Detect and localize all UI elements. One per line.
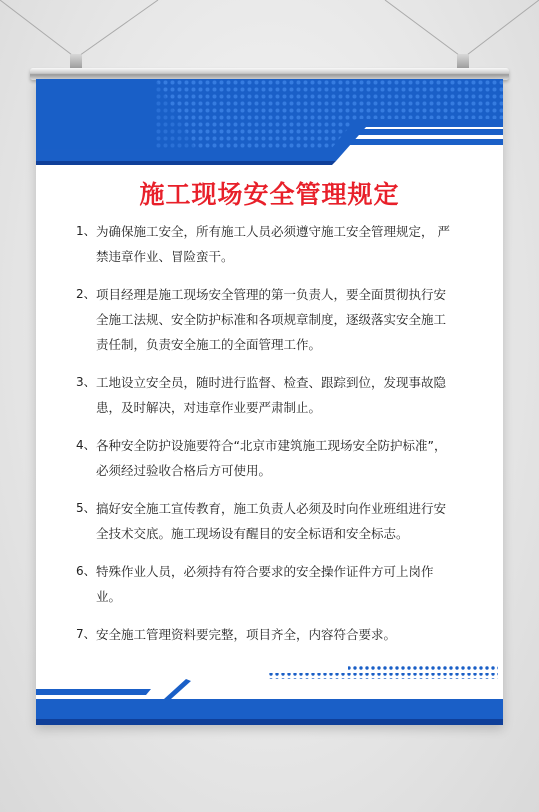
- rule-number: 4、: [76, 438, 96, 452]
- page-title: 施工现场安全管理规定: [139, 180, 400, 209]
- poster-hanger: [0, 0, 539, 80]
- rule-number: 6、: [76, 564, 96, 578]
- list-item: [76, 219, 458, 269]
- rule-number: 3、: [76, 375, 96, 389]
- list-item: [76, 433, 458, 483]
- rule-text: 工地设立安全员，随时进行监督、检查、跟踪到位，发现事故隐患，及时解决，对违章作业要严肃制止。: [96, 375, 447, 415]
- rule-text: 特殊作业人员，必须持有符合要求的安全操作证件方可上岗作业。: [96, 564, 434, 604]
- list-item: [76, 282, 458, 357]
- rules-list: [76, 219, 458, 660]
- list-item: [76, 622, 458, 647]
- rule-number: 7、: [76, 627, 96, 641]
- rule-text: 项目经理是施工现场安全管理的第一负责人，要全面贯彻执行安全施工法规、安全防护标准和各项规章制度，逐级落实安全施工责任制，负责安全施工的全面管理工作。: [96, 287, 447, 352]
- rule-number: 5、: [76, 501, 96, 515]
- list-item: [76, 370, 458, 420]
- rule-text: 各种安全防护设施要符合“北京市建筑施工现场安全防护标准”，必须经过验收合格后方可使用。: [96, 438, 447, 478]
- bottom-decorative-band: [36, 675, 503, 725]
- list-item: [76, 496, 458, 546]
- rule-number: 1、: [76, 224, 96, 238]
- rule-number: 2、: [76, 287, 96, 301]
- rule-text: 为确保施工安全，所有施工人员必须遵守施工安全管理规定， 严禁违章作业、冒险蛮干。: [96, 224, 450, 264]
- rule-text: 搞好安全施工宣传教育，施工负责人必须及时向作业班组进行安全技术交底。施工现场设有醒目的安全标语和安全标志。: [96, 501, 447, 541]
- safety-poster: [36, 79, 503, 725]
- list-item: [76, 559, 458, 609]
- top-decorative-band: [36, 79, 503, 171]
- rule-text: 安全施工管理资料要完整，项目齐全，内容符合要求。: [96, 627, 397, 642]
